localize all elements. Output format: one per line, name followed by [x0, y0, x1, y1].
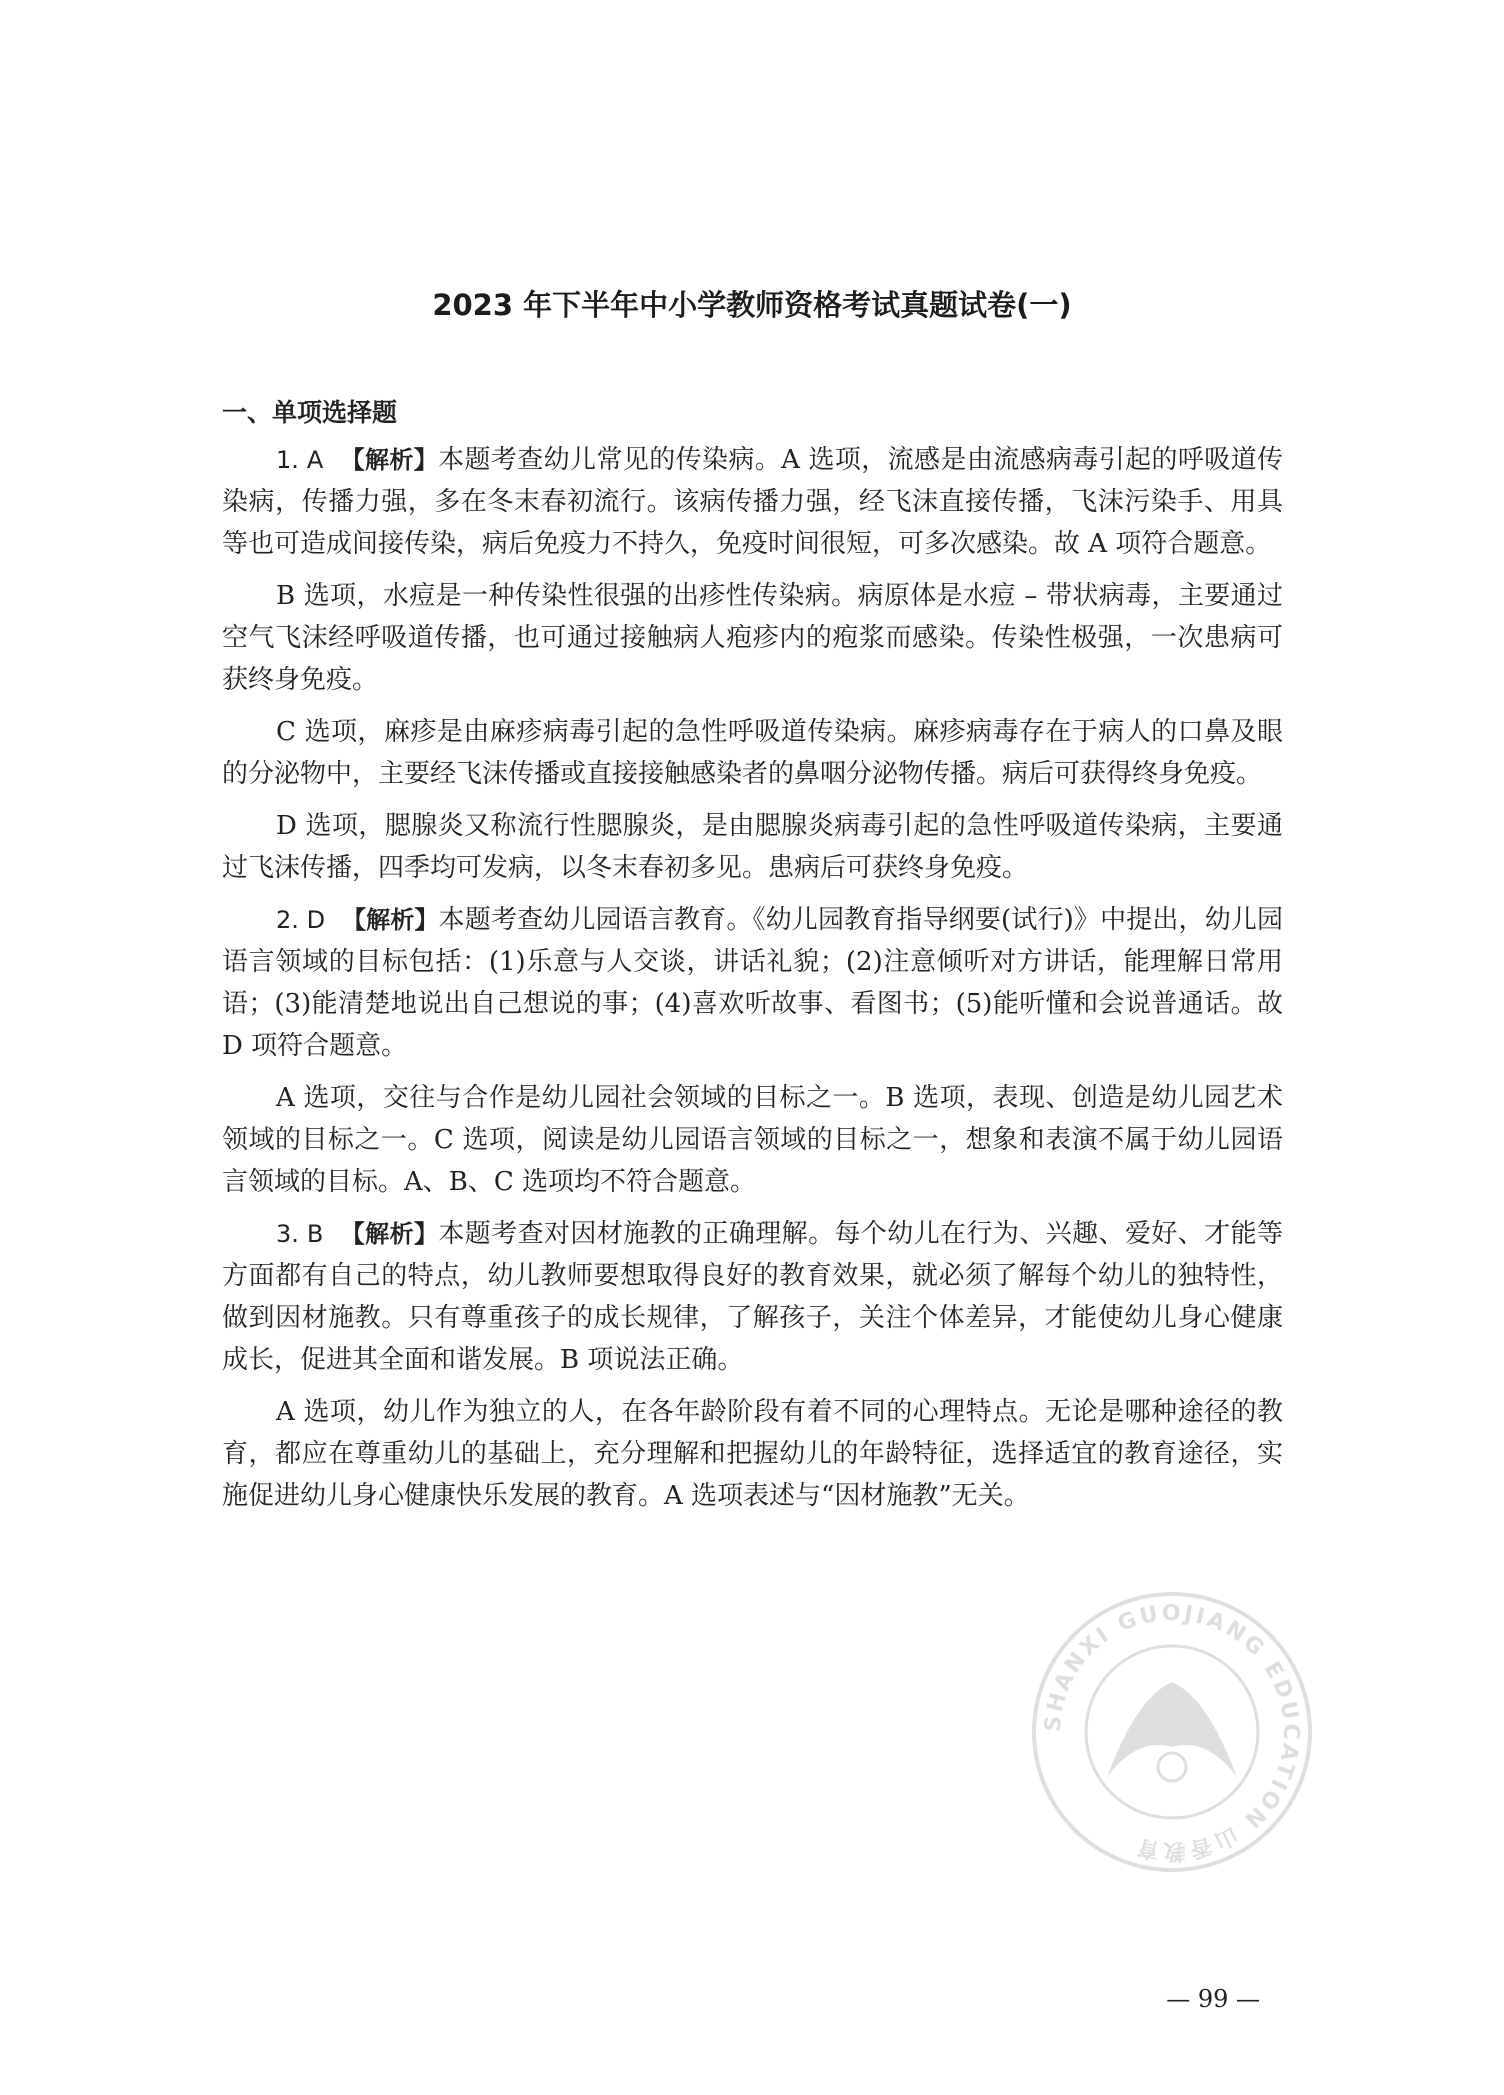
paragraph-q1-option-c	[222, 711, 1283, 795]
paragraph-q1	[222, 439, 1283, 565]
paragraph-q3	[222, 1213, 1283, 1381]
question-number: 1. A	[276, 446, 324, 474]
paragraph-q2-options	[222, 1077, 1283, 1203]
section-heading: 一、单项选择题	[222, 398, 398, 427]
paragraph-q1-option-b	[222, 575, 1283, 701]
analysis-tag: 【解析】	[342, 906, 439, 934]
page-number: — 99 —	[1166, 1985, 1260, 2013]
paragraph-text: C 选项，麻疹是由麻疹病毒引起的急性呼吸道传染病。麻疹病毒存在于病人的口鼻及眼的分泌物中，主要经飞沫传播或直接接触感染者的鼻咽分泌物传播。病后可获得终身免疫。	[222, 717, 1283, 789]
paragraph-q1-option-d	[222, 805, 1283, 889]
watermark-text: SHANXI GUOJIANG EDUCATION 山香教育	[1040, 1600, 1304, 1864]
watermark-seal-icon	[1027, 1587, 1317, 1877]
question-number: 2. D	[276, 906, 326, 934]
page-title: 2023 年下半年中小学教师资格考试真题试卷(一)	[432, 288, 1072, 322]
analysis-tag: 【解析】	[340, 1220, 439, 1248]
paragraph-text: D 选项，腮腺炎又称流行性腮腺炎，是由腮腺炎病毒引起的急性呼吸道传染病，主要通过飞沫传播，四季均可发病，以冬末春初多见。患病后可获终身免疫。	[222, 811, 1283, 883]
paragraph-text: 本题考查幼儿园语言教育。《幼儿园教育指导纲要(试行)》中提出，幼儿园语言领域的目标包括：(1)乐意与人交谈，讲话礼貌；(2)注意倾听对方讲话，能理解日常用语；(3)能清楚地说出自己想说的事；(4)喜欢听故事、看图书；(5)能听懂和会说普通话。故 D 项符合题意。	[222, 905, 1284, 1061]
paragraph-text: B 选项，水痘是一种传染性很强的出疹性传染病。病原体是水痘 – 带状病毒，主要通过空气飞沫经呼吸道传播，也可通过接触病人疱疹内的疱浆而感染。传染性极强，一次患病可获终身免疫。	[222, 581, 1283, 695]
analysis-tag: 【解析】	[340, 446, 439, 474]
paragraph-q3-option-a	[222, 1391, 1283, 1517]
paragraph-text: A 选项，幼儿作为独立的人，在各年龄阶段有着不同的心理特点。无论是哪种途径的教育，都应在尊重幼儿的基础上，充分理解和把握幼儿的年龄特征，选择适宜的教育途径，实施促进幼儿身心健康快乐发展的教育。A 选项表述与“因材施教”无关。	[222, 1397, 1283, 1511]
paragraph-text: A 选项，交往与合作是幼儿园社会领域的目标之一。B 选项，表现、创造是幼儿园艺术领域的目标之一。C 选项，阅读是幼儿园语言领域的目标之一，想象和表演不属于幼儿园语言领域的目标。A、B、C 选项均不符合题意。	[222, 1083, 1283, 1197]
answer-body	[222, 439, 1283, 1527]
paragraph-q2	[222, 899, 1283, 1067]
question-number: 3. B	[276, 1220, 324, 1248]
paragraph-text: 本题考查幼儿常见的传染病。A 选项，流感是由流感病毒引起的呼吸道传染病，传播力强，多在冬末春初流行。该病传播力强，经飞沫直接传播，飞沫污染手、用具等也可造成间接传染，病后免疫力不持久，免疫时间很短，可多次感染。故 A 项符合题意。	[222, 445, 1284, 559]
paragraph-text: 本题考查对因材施教的正确理解。每个幼儿在行为、兴趣、爱好、才能等方面都有自己的特点，幼儿教师要想取得良好的教育效果，就必须了解每个幼儿的独特性，做到因材施教。只有尊重孩子的成长规律，了解孩子，关注个体差异，才能使幼儿身心健康成长，促进其全面和谐发展。B 项说法正确。	[222, 1219, 1283, 1375]
